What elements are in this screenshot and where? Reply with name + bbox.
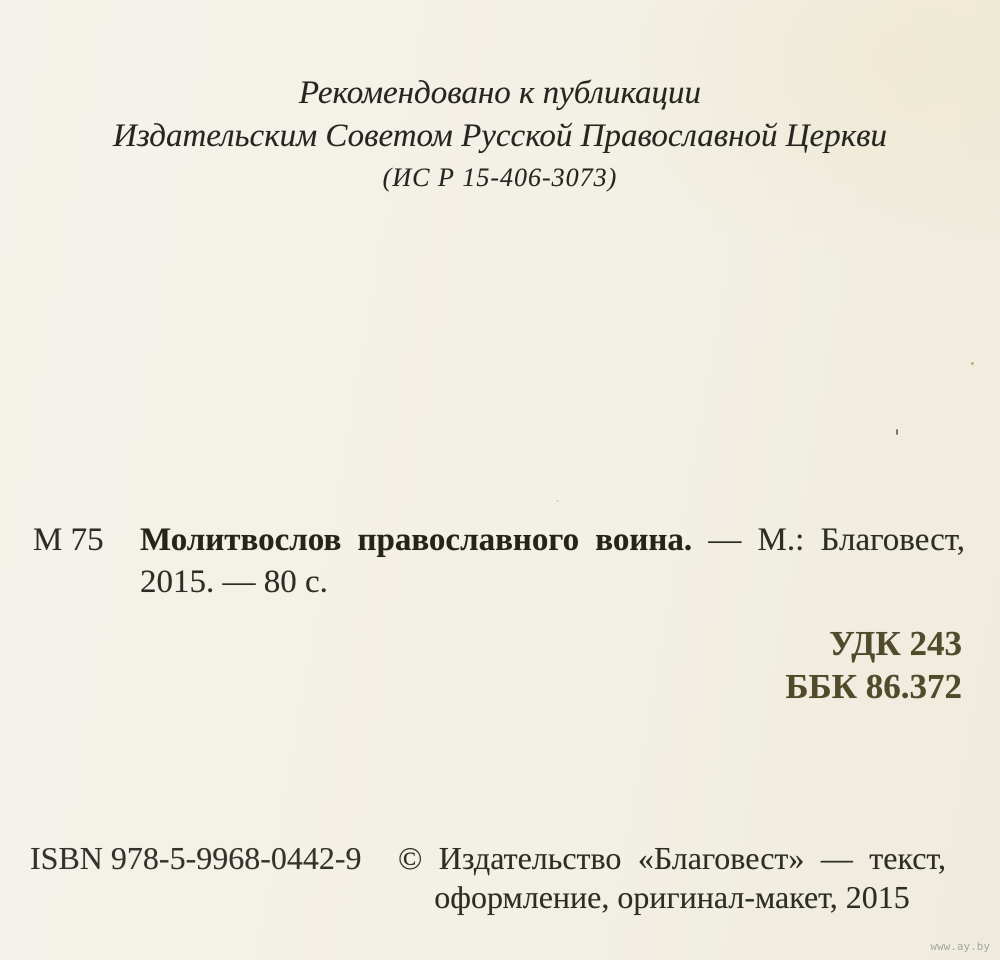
approval-line-2: Издательским Советом Русской Православной Церкви (113, 118, 887, 154)
catalog-title-line (140, 519, 965, 561)
scan-speck (556, 500, 559, 502)
copyright-block (398, 839, 946, 917)
copyright-line-2: оформление, оригинал-макет, 2015 (434, 879, 910, 915)
approval-reference-number: (ИС Р 15-406-3073) (382, 163, 618, 192)
classification-codes (785, 622, 962, 708)
catalog-entry (140, 519, 965, 603)
scan-speck (896, 429, 898, 435)
publisher-info: — М.: Благовест, (708, 522, 965, 558)
year-pages-line: 2015. — 80 с. (140, 564, 328, 600)
isbn-number: ISBN 978-5-9968-0442-9 (30, 840, 362, 876)
book-title: Молитвослов православного воина. (140, 522, 693, 558)
bbk-code: ББК 86.372 (785, 667, 962, 706)
copyright-line-1: © Издательство «Благовест» — текст, (398, 840, 946, 876)
catalog-code: М 75 (33, 522, 104, 558)
church-approval-block (0, 72, 1000, 198)
site-watermark: www.ay.by (930, 940, 990, 953)
approval-line-1: Рекомендовано к публикации (298, 75, 702, 111)
scan-speck (971, 362, 974, 365)
udk-code: УДК 243 (829, 624, 962, 663)
